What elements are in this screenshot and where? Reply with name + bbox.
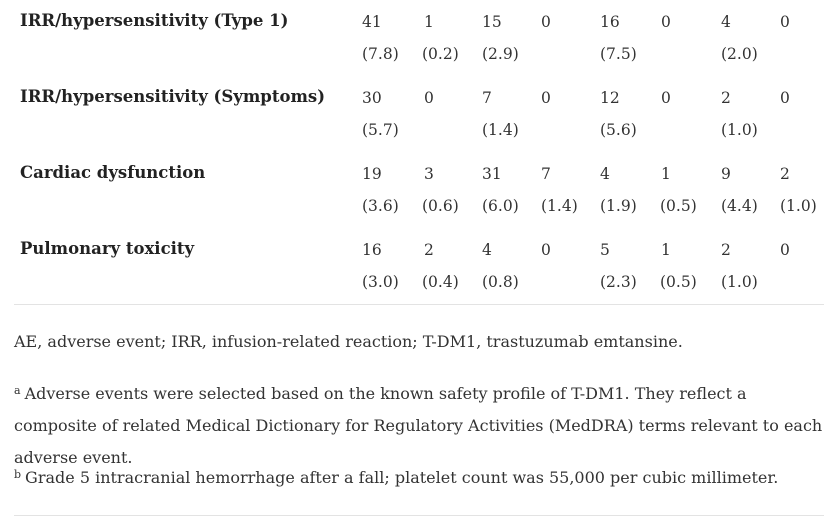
table-row: [14, 76, 824, 152]
cell-percent: (4.4): [721, 197, 758, 215]
row-label: IRR/hypersensitivity (Symptoms): [20, 87, 326, 106]
cell-percent: (0.2): [422, 45, 459, 63]
cell-count: 12: [600, 89, 620, 107]
cell-percent: (0.8): [482, 273, 519, 291]
footnote-a-marker: a: [14, 384, 21, 397]
cell-percent: (6.0): [482, 197, 519, 215]
cell-count: 0: [541, 89, 551, 107]
cell-count: 4: [721, 13, 731, 31]
footnote-b-marker: b: [14, 468, 22, 481]
cell-percent: (3.6): [362, 197, 399, 215]
cell-count: 30: [362, 89, 382, 107]
cell-percent: (1.4): [541, 197, 578, 215]
cell-count: 19: [362, 165, 382, 183]
table-row: [14, 0, 824, 76]
cell-count: 0: [661, 13, 671, 31]
footnote-b: [14, 462, 824, 494]
cell-count: 41: [362, 13, 382, 31]
footer-divider: [14, 515, 824, 516]
table-row: [14, 228, 824, 304]
cell-count: 0: [780, 13, 790, 31]
cell-count: 0: [661, 89, 671, 107]
cell-count: 0: [780, 89, 790, 107]
cell-count: 2: [424, 241, 434, 259]
cell-count: 4: [482, 241, 492, 259]
cell-count: 16: [600, 13, 620, 31]
cell-count: 7: [541, 165, 551, 183]
cell-percent: (3.0): [362, 273, 399, 291]
cell-percent: (7.5): [600, 45, 637, 63]
cell-count: 0: [424, 89, 434, 107]
table-bottom-divider: [14, 304, 824, 305]
cell-percent: (1.9): [600, 197, 637, 215]
cell-percent: (0.5): [660, 273, 697, 291]
cell-percent: (0.5): [660, 197, 697, 215]
cell-percent: (2.3): [600, 273, 637, 291]
row-label: Pulmonary toxicity: [20, 239, 195, 258]
cell-count: 5: [600, 241, 610, 259]
cell-count: 15: [482, 13, 502, 31]
cell-count: 2: [721, 89, 731, 107]
cell-percent: (1.0): [780, 197, 817, 215]
cell-count: 0: [541, 241, 551, 259]
cell-percent: (1.0): [721, 121, 758, 139]
cell-percent: (5.6): [600, 121, 637, 139]
footnote-a: [14, 378, 824, 474]
cell-count: 7: [482, 89, 492, 107]
cell-percent: (1.4): [482, 121, 519, 139]
cell-percent: (7.8): [362, 45, 399, 63]
cell-count: 4: [600, 165, 610, 183]
cell-count: 1: [661, 165, 671, 183]
cell-count: 1: [661, 241, 671, 259]
cell-count: 0: [541, 13, 551, 31]
cell-percent: (1.0): [721, 273, 758, 291]
footnote-a-text: Adverse events were selected based on the known safety profile of T-DM1. They reflect a composite of related Medical Dictionary for Regulatory Activities (MedDRA) terms relevant to each adverse event.: [14, 384, 823, 467]
cell-percent: (5.7): [362, 121, 399, 139]
row-label: IRR/hypersensitivity (Type 1): [20, 11, 289, 30]
cell-percent: (2.9): [482, 45, 519, 63]
abbreviations-footnote: [14, 326, 824, 358]
cell-count: 0: [780, 241, 790, 259]
cell-count: 31: [482, 165, 502, 183]
abbreviations-text: AE, adverse event; IRR, infusion-related reaction; T-DM1, trastuzumab emtansine.: [14, 332, 683, 351]
cell-percent: (0.6): [422, 197, 459, 215]
cell-count: 16: [362, 241, 382, 259]
cell-percent: (0.4): [422, 273, 459, 291]
cell-count: 1: [424, 13, 434, 31]
row-label: Cardiac dysfunction: [20, 163, 206, 182]
adverse-events-table: [14, 0, 824, 304]
footnote-b-text: Grade 5 intracranial hemorrhage after a fall; platelet count was 55,000 per cubic millimeter.: [25, 468, 779, 487]
cell-count: 3: [424, 165, 434, 183]
cell-percent: (2.0): [721, 45, 758, 63]
table-row: [14, 152, 824, 228]
cell-count: 2: [780, 165, 790, 183]
cell-count: 2: [721, 241, 731, 259]
cell-count: 9: [721, 165, 731, 183]
